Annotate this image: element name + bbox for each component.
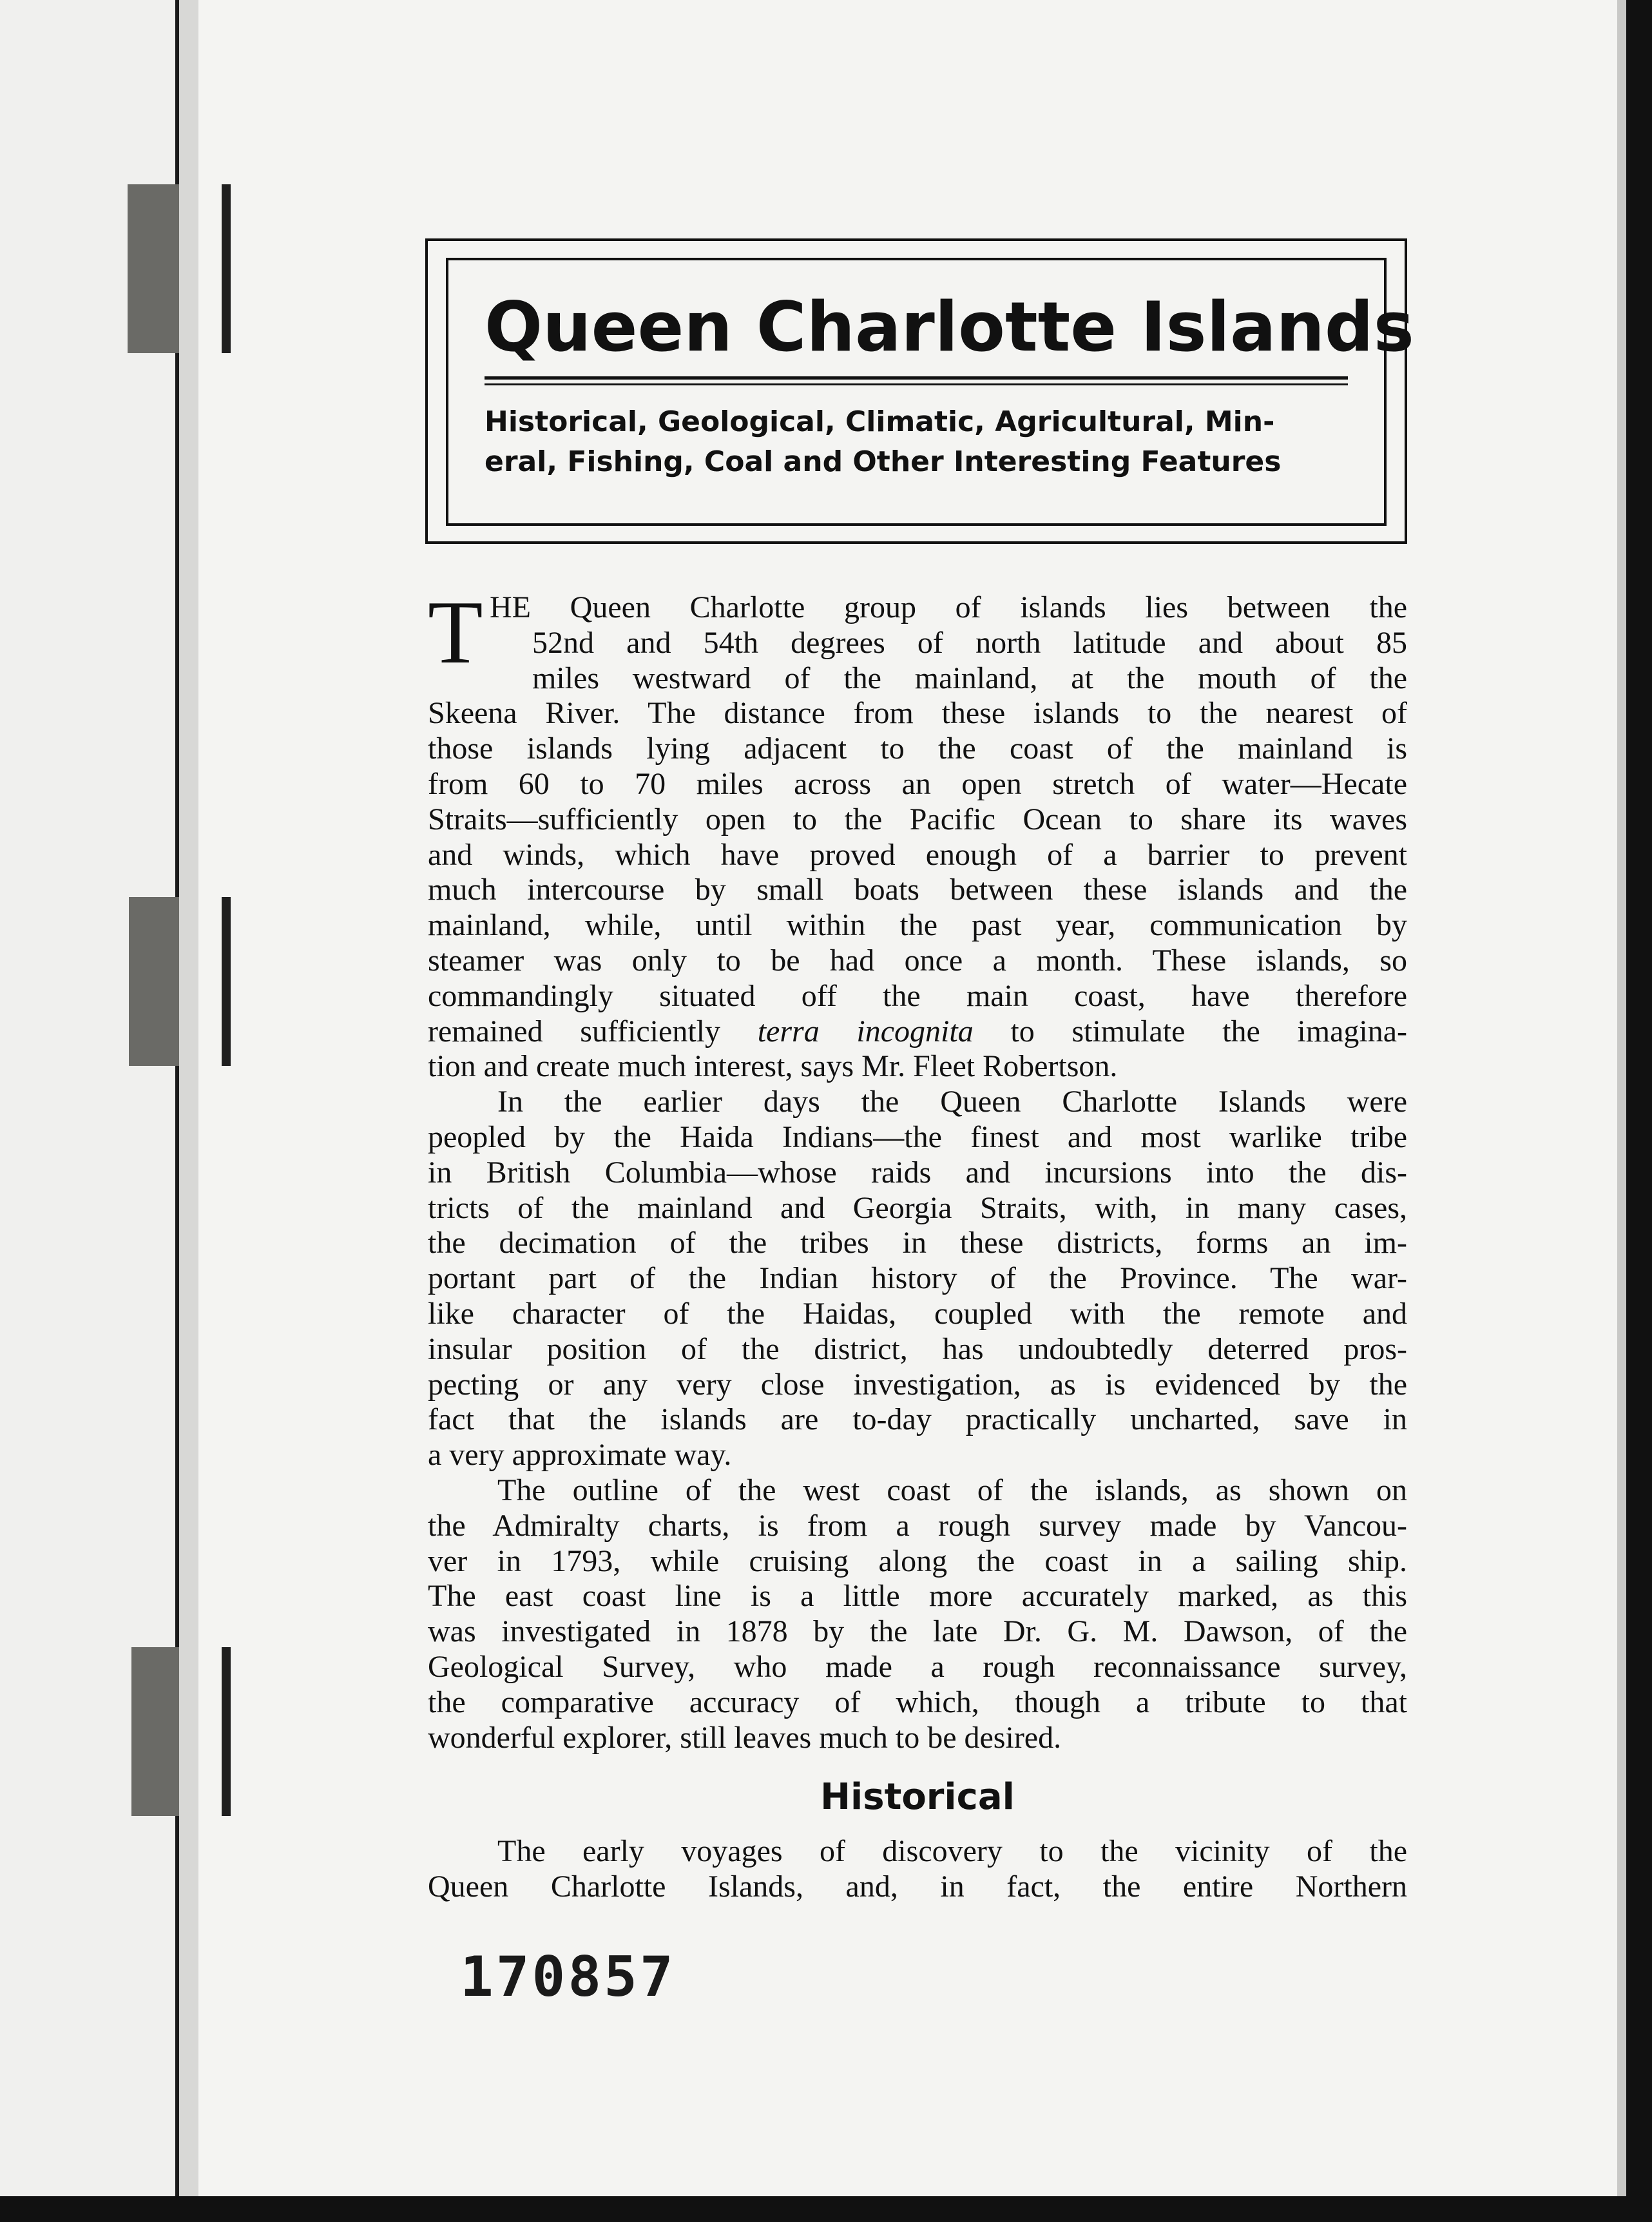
body-text-historical bbox=[428, 1834, 1407, 1905]
title-rule-thin bbox=[485, 383, 1348, 385]
staple-middle-bar bbox=[222, 897, 231, 1066]
title-rule bbox=[485, 376, 1348, 380]
paragraph-line: from 60 to 70 miles across an open stretch of water—Hecate bbox=[428, 766, 1407, 801]
bottom-scan-border bbox=[0, 2196, 1652, 2222]
paragraph-line: insular position of the district, has undoubtedly deterred pros- bbox=[428, 1331, 1407, 1366]
paragraph-line: a very approximate way. bbox=[428, 1438, 732, 1473]
paragraph-line: the decimation of the tribes in these districts, forms an im- bbox=[428, 1226, 1407, 1261]
paragraph-line: was investigated in 1878 by the late Dr. G. M. Dawson, of the bbox=[428, 1614, 1407, 1649]
paragraph-line: The early voyages of discovery to the vicinity of the bbox=[497, 1834, 1407, 1868]
paragraph-line: like character of the Haidas, coupled with the remote and bbox=[428, 1296, 1407, 1331]
paragraph-line: tion and create much interest, says Mr. Fleet Robertson. bbox=[428, 1049, 1118, 1084]
paragraph-line: The outline of the west coast of the islands, as shown on bbox=[497, 1473, 1407, 1507]
paragraph-line: portant part of the Indian history of the Province. The war- bbox=[428, 1261, 1407, 1296]
page-title: Queen Charlotte Islands bbox=[485, 287, 1414, 367]
paragraph-line: Straits—sufficiently open to the Pacific Ocean to share its waves bbox=[428, 802, 1407, 836]
binding-shadow bbox=[179, 0, 198, 2222]
paragraph-line: Geological Survey, who made a rough reconnaissance survey, bbox=[428, 1649, 1407, 1684]
subtitle-line: Historical, Geological, Climatic, Agricultural, Min- bbox=[485, 405, 1275, 438]
right-page-shadow bbox=[1617, 0, 1626, 2222]
paragraph-line: wonderful explorer, still leaves much to be desired. bbox=[428, 1720, 1062, 1755]
drop-cap: T bbox=[428, 583, 483, 682]
paragraph-line: tricts of the mainland and Georgia Straits, with, in many cases, bbox=[428, 1190, 1407, 1225]
paragraph-line: The east coast line is a little more accurately marked, as this bbox=[428, 1579, 1407, 1614]
italic-phrase: terra incognita bbox=[757, 1014, 974, 1048]
paragraph-line: and winds, which have proved enough of a barrier to prevent bbox=[428, 837, 1407, 872]
paragraph-line: ver in 1793, while cruising along the coast in a sailing ship. bbox=[428, 1543, 1407, 1578]
text-run: remained sufficiently bbox=[428, 1014, 720, 1048]
paragraph-line: those islands lying adjacent to the coast of the mainland is bbox=[428, 731, 1407, 766]
paragraph-line: steamer was only to be had once a month. These islands, so bbox=[428, 943, 1407, 978]
paragraph-line: pecting or any very close investigation, as is evidenced by the bbox=[428, 1367, 1407, 1402]
right-scan-border bbox=[1626, 0, 1652, 2222]
paragraph-line: in British Columbia—whose raids and incursions into the dis- bbox=[428, 1155, 1407, 1190]
staple-bottom bbox=[131, 1647, 179, 1816]
accession-number-stamp: 170857 bbox=[460, 1945, 676, 2009]
staple-top-bar bbox=[222, 184, 231, 353]
paragraph-line: peopled by the Haida Indians—the finest and most warlike tribe bbox=[428, 1119, 1407, 1154]
body-text bbox=[428, 583, 1408, 1755]
paragraph-line: In the earlier days the Queen Charlotte Islands were bbox=[497, 1085, 1407, 1119]
paragraph-line: 52nd and 54th degrees of north latitude and about 85 bbox=[532, 625, 1407, 660]
staple-top bbox=[128, 184, 179, 353]
paragraph-line: commandingly situated off the main coast, have therefore bbox=[428, 978, 1407, 1013]
paragraph-line: Skeena River. The distance from these islands to the nearest of bbox=[428, 696, 1407, 731]
paragraph-line: mainland, while, until within the past year, communication by bbox=[428, 908, 1407, 943]
paragraph-line-with-italic bbox=[428, 1014, 1407, 1050]
staple-middle bbox=[129, 897, 179, 1066]
staple-bottom-bar bbox=[222, 1647, 231, 1816]
paragraph-line: the comparative accuracy of which, though a tribute to that bbox=[428, 1685, 1407, 1719]
subtitle bbox=[485, 402, 1348, 482]
paragraph-line: much intercourse by small boats between these islands and the bbox=[428, 873, 1407, 907]
paragraph-line: fact that the islands are to-day practically uncharted, save in bbox=[428, 1402, 1407, 1437]
paragraph-line: Queen Charlotte Islands, and, in fact, the entire Northern bbox=[428, 1869, 1407, 1904]
subtitle-line: eral, Fishing, Coal and Other Interesting Features bbox=[485, 445, 1282, 478]
paragraph-line: HE Queen Charlotte group of islands lies between the bbox=[490, 590, 1407, 624]
paragraph-line: miles westward of the mainland, at the mouth of the bbox=[532, 661, 1407, 695]
paragraph-line: the Admiralty charts, is from a rough survey made by Vancou- bbox=[428, 1508, 1407, 1543]
section-heading-historical: Historical bbox=[820, 1776, 1015, 1818]
text-run: to stimulate the imagina- bbox=[1010, 1014, 1408, 1048]
